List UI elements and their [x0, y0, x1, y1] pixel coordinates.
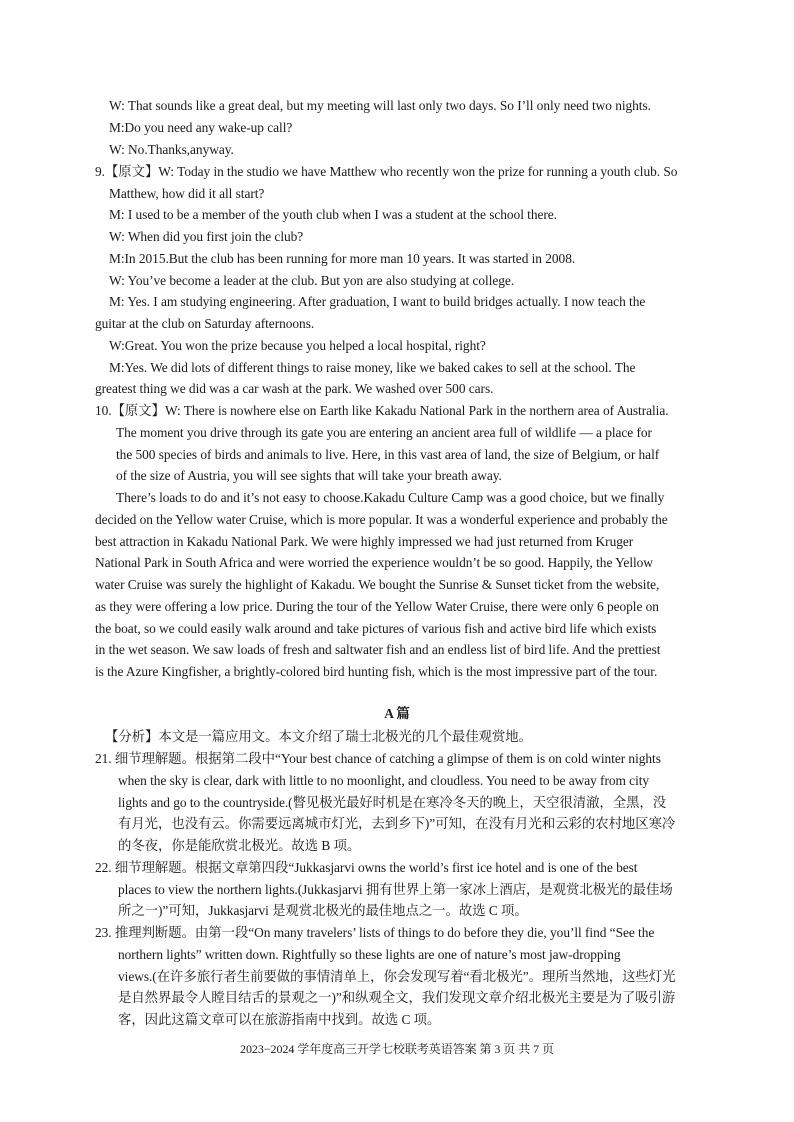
transcript-line: W: When did you first join the club? — [109, 229, 304, 244]
transcript-line: W: You’ve become a leader at the club. But yon are also studying at college. — [109, 273, 515, 288]
transcript-line: water Cruise was surely the highlight of Kakadu. We bought the Sunrise & Sunset ticket from the website, — [95, 577, 660, 592]
transcript-line: as they were offering a low price. During the tour of the Yellow Water Cruise, there were only 6 people on — [95, 599, 659, 614]
analysis-line: 【分析】本文是一篇应用文。本文介绍了瑞士北极光的几个最佳观赏地。 — [105, 729, 532, 744]
q22-line: places to view the northern lights.(Jukkasjarvi 拥有世界上第一家冰上酒店，是观赏北极光的最佳场 — [118, 882, 673, 897]
transcript-line: W: No.Thanks,anyway. — [109, 142, 234, 157]
transcript-line: National Park in South Africa and were worried the experience wouldn’t be so good. Happily, the Yellow — [95, 555, 653, 570]
q23-line: 是自然界最令人瞠目结舌的景观之一)”和纵观全文，我们发现文章介绍北极光主要是为了吸引游 — [118, 990, 676, 1005]
transcript-line: M: I used to be a member of the youth club when I was a student at the school there. — [109, 207, 557, 222]
transcript-line: best attraction in Kakadu National Park. We were highly impressed we had just returned from Kruger — [95, 534, 634, 549]
transcript-line: guitar at the club on Saturday afternoons. — [95, 316, 315, 331]
transcript-line: Matthew, how did it all start? — [109, 186, 265, 201]
q23-line: northern lights” written down. Rightfully so these lights are one of nature’s most jaw-dropping — [118, 947, 621, 962]
transcript-line: is the Azure Kingfisher, a brightly-colored bird hunting fish, which is the most impressive part of the tour. — [95, 664, 658, 679]
q23-line: 23. 推理判断题。由第一段“On many travelers’ lists of things to do before they die, you’ll find “See the — [95, 925, 655, 940]
transcript-line: greatest thing we did was a car wash at the park. We washed over 500 cars. — [95, 381, 494, 396]
q10-heading-line: 10.【原文】W: There is nowhere else on Earth like Kakadu National Park in the northern area of Australia. — [95, 403, 669, 418]
transcript-line: the 500 species of birds and animals to live. Here, in this vast area of land, the size of Belgium, or half — [116, 447, 660, 462]
transcript-line: the boat, so we could easily walk around and take pictures of various fish and active bird life which exists — [95, 621, 657, 636]
q21-line: 的冬夜，你是能欣赏北极光。故选 B 项。 — [118, 838, 361, 853]
transcript-line: M:Yes. We did lots of different things to raise money, like we baked cakes to sell at the school. The — [109, 360, 636, 375]
q21-line: lights and go to the countryside.(瞥见极光最好时机是在寒冷冬天的晚上，天空很清澈，全黑，没 — [118, 795, 667, 810]
transcript-line: M: Yes. I am studying engineering. After graduation, I want to build bridges actually. I now teach the — [109, 294, 646, 309]
transcript-line: W: That sounds like a great deal, but my meeting will last only two days. So I’ll only need two nights. — [109, 98, 651, 113]
q21-line: 21. 细节理解题。根据第二段中“Your best chance of catching a glimpse of them is on cold winter nights — [95, 751, 661, 766]
transcript-line: in the wet season. We saw loads of fresh and saltwater fish and an endless list of bird life. And the prettiest — [95, 642, 661, 657]
q22-line: 22. 细节理解题。根据文章第四段“Jukkasjarvi owns the world’s first ice hotel and is one of the best — [95, 860, 638, 875]
transcript-line: of the size of Austria, you will see sights that will take your breath away. — [116, 468, 502, 483]
q21-line: when the sky is clear, dark with little to no moonlight, and cloudless. You need to be away from city — [118, 773, 650, 788]
transcript-line: The moment you drive through its gate you are entering an ancient area full of wildlife — a place for — [116, 425, 652, 440]
transcript-line: There’s loads to do and it’s not easy to choose.Kakadu Culture Camp was a good choice, but we finally — [116, 490, 665, 505]
transcript-line: M:Do you need any wake-up call? — [109, 120, 293, 135]
q22-line: 所之一)”可知，Jukkasjarvi 是观赏北极光的最佳地点之一。故选 C 项。 — [118, 903, 528, 918]
transcript-line: decided on the Yellow water Cruise, which is more popular. It was a wonderful experience and probably the — [95, 512, 668, 527]
q9-heading-line: 9.【原文】W: Today in the studio we have Matthew who recently won the prize for running a youth club. So — [95, 164, 678, 179]
q21-line: 有月光，也没有云。你需要远离城市灯光，去到乡下)”可知，在没有月光和云彩的农村地区寒冷 — [118, 816, 676, 831]
page-footer: 2023−2024 学年度高三开学七校联考英语答案 第 3 页 共 7 页 — [240, 1042, 554, 1056]
transcript-line: W:Great. You won the prize because you helped a local hospital, right? — [109, 338, 486, 353]
q23-line: views.(在许多旅行者生前要做的事情清单上，你会发现写着“看北极光”。理所当然地，这些灯光 — [118, 969, 676, 984]
section-a-heading: A 篇 — [384, 706, 410, 721]
q23-line: 客，因此这篇文章可以在旅游指南中找到。故选 C 项。 — [118, 1012, 441, 1027]
transcript-line: M:In 2015.But the club has been running for more man 10 years. It was started in 2008. — [109, 251, 576, 266]
